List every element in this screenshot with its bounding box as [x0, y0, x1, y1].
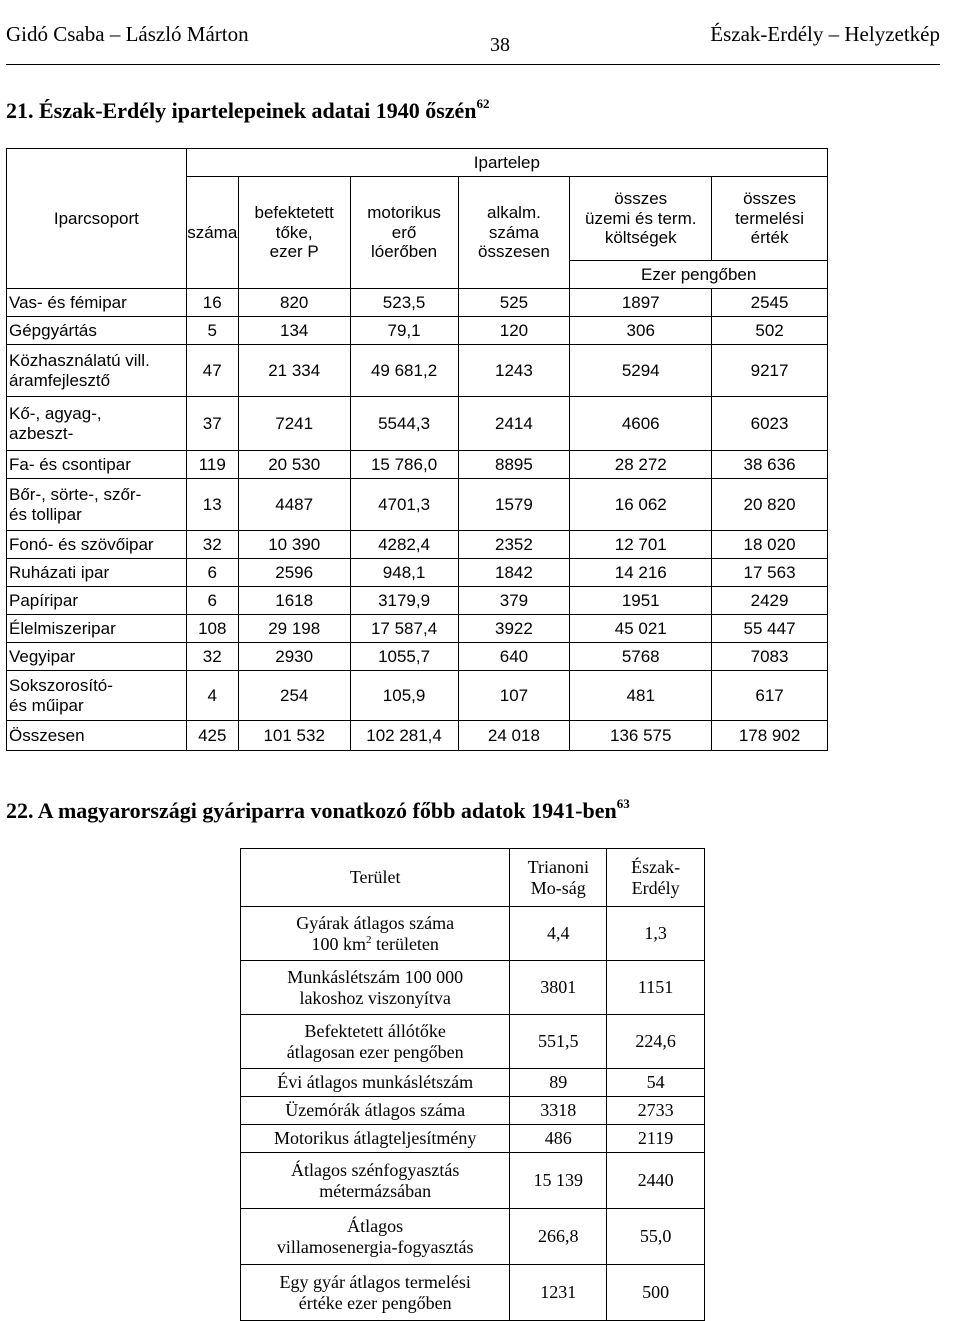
trianoni-value: 15 139: [510, 1153, 607, 1209]
row-label: [7, 345, 187, 397]
superscript: 2: [365, 933, 372, 946]
table-cell: 136 575: [570, 721, 712, 751]
page-header: [6, 22, 940, 56]
row-label-line: Gyárak átlagos száma: [296, 912, 455, 933]
table-cell: 4606: [570, 397, 712, 451]
row-label: [7, 289, 187, 317]
row-label: [241, 1097, 510, 1125]
table-row: [7, 397, 828, 451]
eszak-erdely-value: 2733: [607, 1097, 705, 1125]
col-header-motorikus: motorikus erő lóerőben: [350, 177, 458, 289]
row-label-line: azbeszt-: [9, 423, 74, 443]
page-number: 38: [490, 34, 510, 56]
eszak-erdely-value: 224,6: [607, 1015, 705, 1069]
table-cell: 18 020: [712, 531, 828, 559]
table-cell: 38 636: [712, 451, 828, 479]
row-label: [241, 1209, 510, 1265]
header-rule: [6, 64, 940, 65]
eszak-erdely-value: 2440: [607, 1153, 705, 1209]
table-cell: 2596: [238, 559, 350, 587]
row-label-line: villamosenergia-fogyasztás: [276, 1236, 474, 1257]
row-label: [241, 907, 510, 961]
trianoni-value: 3318: [510, 1097, 607, 1125]
row-label-line: Sokszorosító-: [9, 675, 113, 695]
table-cell: 640: [458, 643, 570, 671]
table-cell: 502: [712, 317, 828, 345]
table-cell: 4: [186, 671, 238, 721]
eszak-erdely-value: 55,0: [607, 1209, 705, 1265]
row-label: [241, 1153, 510, 1209]
eszak-erdely-value: 54: [607, 1069, 705, 1097]
row-label-line: Fa- és csontipar: [9, 454, 131, 474]
table-cell: 2545: [712, 289, 828, 317]
table-cell: 4282,4: [350, 531, 458, 559]
col-header-terulet: Terület: [241, 849, 510, 907]
table-cell: 120: [458, 317, 570, 345]
table-cell: 4487: [238, 479, 350, 531]
table-cell: 20 820: [712, 479, 828, 531]
eszak-erdely-value: 500: [607, 1265, 705, 1321]
label-text: 100 km: [311, 933, 366, 954]
row-label-line: és tollipar: [9, 504, 82, 524]
table-cell: 7083: [712, 643, 828, 671]
row-label: [241, 1015, 510, 1069]
row-label-line: Motorikus átlagteljesítmény: [273, 1128, 477, 1149]
row-label-line: [241, 934, 509, 955]
row-label: [7, 587, 187, 615]
table-row: [7, 479, 828, 531]
table-cell: 948,1: [350, 559, 458, 587]
table-cell: 1579: [458, 479, 570, 531]
table-row: [7, 721, 828, 751]
row-label: [7, 317, 187, 345]
table-row: [7, 451, 828, 479]
table1-footnote: 62: [476, 96, 490, 111]
table-cell: 617: [712, 671, 828, 721]
table-cell: 12 701: [570, 531, 712, 559]
col-header-trianoni: Trianoni Mo-ság: [510, 849, 607, 907]
table-row: [7, 559, 828, 587]
table-ipartelepek: [6, 148, 828, 751]
row-label-line: Üzemórák átlagos száma: [285, 1100, 466, 1121]
table-cell: 32: [186, 531, 238, 559]
table-cell: 9217: [712, 345, 828, 397]
table-cell: 102 281,4: [350, 721, 458, 751]
table2-title: 22. A magyarországi gyáriparra vonatkozó főbb adatok 1941-ben$^{63}$: [6, 796, 630, 823]
row-label: [241, 961, 510, 1015]
table-row: [241, 1015, 705, 1069]
table-cell: 17 587,4: [350, 615, 458, 643]
table-row: [7, 587, 828, 615]
row-label-line: lakoshoz viszonyítva: [299, 987, 451, 1008]
table-cell: 425: [186, 721, 238, 751]
row-label-line: Átlagos: [347, 1215, 404, 1236]
trianoni-value: 4,4: [510, 907, 607, 961]
row-label: [241, 1125, 510, 1153]
table-row: [7, 289, 828, 317]
table-cell: 3179,9: [350, 587, 458, 615]
row-label-line: Átlagos szénfogyasztás: [290, 1159, 460, 1180]
label-text: területen: [371, 933, 439, 954]
table-cell: 45 021: [570, 615, 712, 643]
table-cell: 15 786,0: [350, 451, 458, 479]
table1-title: 21. Észak-Erdély ipartelepeinek adatai 1940 őszén$^{62}$: [6, 96, 490, 123]
eszak-erdely-value: 2119: [607, 1125, 705, 1153]
row-label-line: Papíripar: [9, 590, 78, 610]
table-cell: 37: [186, 397, 238, 451]
col-header-termelesi: összes termelési érték: [712, 177, 828, 261]
table-cell: 79,1: [350, 317, 458, 345]
row-label-line: értéke ezer pengőben: [298, 1292, 452, 1313]
table-cell: 108: [186, 615, 238, 643]
col-header-szama: száma: [186, 177, 238, 289]
table-row: [7, 345, 828, 397]
row-label: [7, 671, 187, 721]
row-label-line: Vas- és fémipar: [9, 292, 127, 312]
row-label-line: Évi átlagos munkáslétszám: [277, 1072, 474, 1093]
table-cell: 55 447: [712, 615, 828, 643]
row-label-line: és műipar: [9, 695, 84, 715]
table-cell: 6: [186, 587, 238, 615]
row-label: [7, 559, 187, 587]
table-cell: 17 563: [712, 559, 828, 587]
table-cell: 525: [458, 289, 570, 317]
row-label-line: Bőr-, sörte-, szőr-: [9, 484, 142, 504]
header-authors: Gidó Csaba – László Márton: [6, 22, 249, 46]
row-label-line: Kő-, agyag-,: [9, 403, 102, 423]
row-label: [7, 451, 187, 479]
table-row: [7, 531, 828, 559]
table-row: [241, 1125, 705, 1153]
table-cell: 1951: [570, 587, 712, 615]
trianoni-value: 1231: [510, 1265, 607, 1321]
col-header-iparcsoport: Iparcsoport: [7, 149, 187, 289]
table-cell: 1055,7: [350, 643, 458, 671]
table-cell: 47: [186, 345, 238, 397]
table-cell: 1897: [570, 289, 712, 317]
table-cell: 481: [570, 671, 712, 721]
table2-footnote: 63: [616, 796, 630, 811]
table-cell: 107: [458, 671, 570, 721]
table-cell: 134: [238, 317, 350, 345]
row-label-line: Ruházati ipar: [9, 562, 110, 582]
table-cell: 379: [458, 587, 570, 615]
table-cell: 5294: [570, 345, 712, 397]
table-row: [241, 1153, 705, 1209]
row-label-line: áramfejlesztő: [9, 370, 111, 390]
table-cell: 4701,3: [350, 479, 458, 531]
row-label-line: Összesen: [9, 725, 85, 745]
table-cell: 5: [186, 317, 238, 345]
row-label-line: Élelmiszeripar: [9, 618, 116, 638]
row-label-line: Fonó- és szövőipar: [9, 534, 154, 554]
col-header-koltsegek: összes üzemi és term. költségek: [570, 177, 712, 261]
table-cell: 6023: [712, 397, 828, 451]
row-label: [7, 721, 187, 751]
table-cell: 1618: [238, 587, 350, 615]
table-cell: 523,5: [350, 289, 458, 317]
table-row: [7, 317, 828, 345]
table-row: [241, 961, 705, 1015]
table-cell: 14 216: [570, 559, 712, 587]
table-cell: 101 532: [238, 721, 350, 751]
table-cell: 254: [238, 671, 350, 721]
row-label-line: Munkáslétszám 100 000: [287, 966, 464, 987]
header-running-title: Észak-Erdély – Helyzetkép: [710, 22, 940, 46]
row-label-line: métermázsában: [319, 1180, 432, 1201]
table-row: [7, 615, 828, 643]
table-cell: 2429: [712, 587, 828, 615]
unit-label: Ezer pengőben: [570, 261, 828, 289]
table-cell: 20 530: [238, 451, 350, 479]
table-cell: 29 198: [238, 615, 350, 643]
table-cell: 8895: [458, 451, 570, 479]
table-row: [241, 1265, 705, 1321]
table-cell: 10 390: [238, 531, 350, 559]
table-cell: 178 902: [712, 721, 828, 751]
trianoni-value: 89: [510, 1069, 607, 1097]
trianoni-value: 3801: [510, 961, 607, 1015]
row-label-line: Vegyipar: [9, 646, 76, 666]
table-cell: 2352: [458, 531, 570, 559]
table-cell: 2414: [458, 397, 570, 451]
row-label: [7, 615, 187, 643]
table-row: [7, 643, 828, 671]
table-cell: 32: [186, 643, 238, 671]
col-header-eszak-erdely: Észak- Erdély: [607, 849, 705, 907]
table-cell: 24 018: [458, 721, 570, 751]
table-cell: 13: [186, 479, 238, 531]
table-cell: 3922: [458, 615, 570, 643]
table-cell: 16 062: [570, 479, 712, 531]
table-row: [241, 1209, 705, 1265]
col-header-ipartelep: Ipartelep: [186, 149, 827, 177]
row-label: [7, 531, 187, 559]
table-cell: 119: [186, 451, 238, 479]
table-cell: 306: [570, 317, 712, 345]
table-cell: 21 334: [238, 345, 350, 397]
row-label: [7, 479, 187, 531]
row-label-line: átlagosan ezer pengőben: [286, 1041, 464, 1062]
table-cell: 7241: [238, 397, 350, 451]
table-cell: 28 272: [570, 451, 712, 479]
col-header-alkalm: alkalm. száma összesen: [458, 177, 570, 289]
row-label-line: Közhasználatú vill.: [9, 350, 150, 370]
table-cell: 1243: [458, 345, 570, 397]
table-cell: 5768: [570, 643, 712, 671]
table-cell: 2930: [238, 643, 350, 671]
table-row: [241, 1097, 705, 1125]
eszak-erdely-value: 1151: [607, 961, 705, 1015]
row-label: [241, 1069, 510, 1097]
table-cell: 105,9: [350, 671, 458, 721]
trianoni-value: 266,8: [510, 1209, 607, 1265]
trianoni-value: 551,5: [510, 1015, 607, 1069]
col-header-befektetett: befektetett tőke, ezer P: [238, 177, 350, 289]
row-label: [7, 643, 187, 671]
row-label-line: Gépgyártás: [9, 320, 97, 340]
table-row: [241, 907, 705, 961]
row-label: [241, 1265, 510, 1321]
row-label-line: Egy gyár átlagos termelési: [279, 1271, 471, 1292]
eszak-erdely-value: 1,3: [607, 907, 705, 961]
table-cell: 5544,3: [350, 397, 458, 451]
table-cell: 49 681,2: [350, 345, 458, 397]
table-row: [7, 671, 828, 721]
row-label-line: Befektetett állótőke: [304, 1020, 446, 1041]
row-label: [7, 397, 187, 451]
table-cell: 6: [186, 559, 238, 587]
table-cell: 16: [186, 289, 238, 317]
trianoni-value: 486: [510, 1125, 607, 1153]
table-row: [241, 1069, 705, 1097]
table-cell: 820: [238, 289, 350, 317]
table-cell: 1842: [458, 559, 570, 587]
table-gyaripar: [240, 848, 705, 1321]
